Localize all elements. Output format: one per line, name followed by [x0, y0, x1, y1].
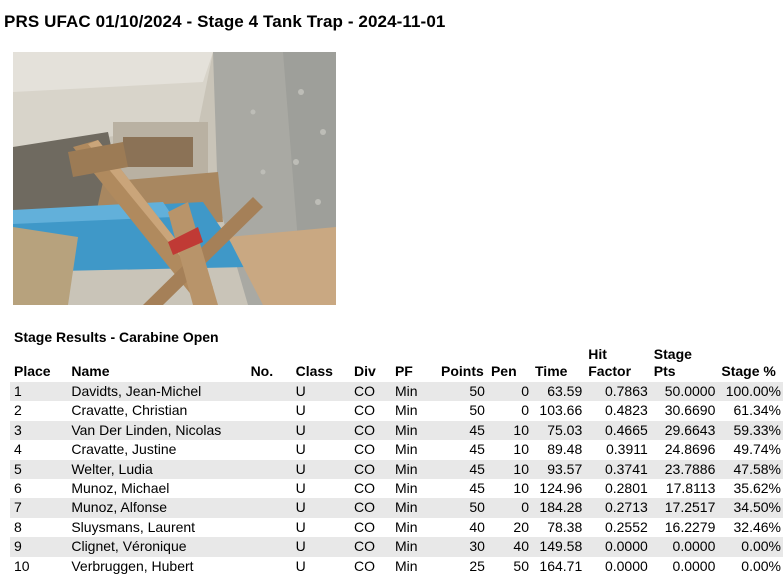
cell-pen: 10 — [487, 460, 531, 479]
cell-div: CO — [350, 537, 391, 556]
cell-div: CO — [353, 557, 375, 574]
cell-class: U — [295, 518, 306, 535]
col-class: Class — [295, 363, 333, 379]
cell-pen: 10 — [487, 421, 531, 440]
cell-place: 7 — [10, 498, 67, 517]
cell-spts: 16.2279 — [664, 518, 716, 535]
cell-class: U — [292, 421, 350, 440]
cell-points: 45 — [437, 460, 487, 479]
cell-pct: 35.62% — [733, 480, 781, 497]
cell-name: Van Der Linden, Nicolas — [67, 421, 246, 440]
cell-place: 2 — [14, 402, 22, 419]
cell-no — [247, 537, 292, 556]
col-hit-factor — [584, 346, 650, 382]
cell-name: Sluysmans, Laurent — [71, 518, 196, 535]
table-row — [10, 460, 783, 479]
cell-spts: 24.8696 — [664, 441, 716, 458]
cell-spts: 0.0000 — [672, 557, 716, 574]
cell-pct: 0.00% — [741, 557, 781, 574]
cell-pf: Min — [394, 480, 418, 497]
cell-time: 103.66 — [539, 402, 583, 419]
cell-place: 3 — [10, 421, 67, 440]
cell-pct: 59.33% — [717, 421, 783, 440]
page-title: PRS UFAC 01/10/2024 - Stage 4 Tank Trap - 2024-11-01 — [4, 12, 446, 31]
cell-time: 78.38 — [547, 518, 583, 535]
cell-class: U — [292, 460, 350, 479]
cell-div: CO — [353, 480, 375, 497]
cell-pf: Min — [394, 518, 418, 535]
cell-points: 50 — [437, 498, 487, 517]
cell-points: 30 — [437, 537, 487, 556]
cell-div: CO — [350, 421, 391, 440]
cell-place: 1 — [10, 382, 67, 401]
cell-pf: Min — [391, 382, 437, 401]
table-row — [10, 401, 783, 420]
cell-time: 184.28 — [531, 498, 584, 517]
cell-pf: Min — [391, 460, 437, 479]
cell-pf: Min — [391, 498, 437, 517]
cell-name: Verbruggen, Hubert — [71, 557, 194, 574]
cell-pct: 0.00% — [717, 537, 783, 556]
cell-no — [247, 460, 292, 479]
cell-points: 50 — [437, 382, 487, 401]
cell-spts: 50.0000 — [650, 382, 718, 401]
cell-points: 45 — [469, 441, 485, 458]
cell-place: 9 — [10, 537, 67, 556]
cell-no — [247, 440, 292, 459]
cell-div: CO — [350, 498, 391, 517]
col-stage-pct: Stage % — [721, 363, 776, 379]
table-row — [10, 518, 783, 537]
cell-name: Cravatte, Justine — [71, 441, 177, 458]
table-row — [10, 557, 783, 576]
table-row — [10, 382, 783, 401]
cell-pen: 0 — [487, 382, 531, 401]
cell-class: U — [295, 402, 306, 419]
cell-name: Davidts, Jean-Michel — [67, 382, 246, 401]
cell-pct: 61.34% — [733, 402, 781, 419]
cell-pct: 32.46% — [733, 518, 781, 535]
table-row — [10, 498, 783, 517]
results-table — [10, 346, 783, 576]
cell-no — [247, 479, 292, 498]
col-no: No. — [250, 363, 274, 379]
cell-pct: 47.58% — [717, 460, 783, 479]
cell-points: 25 — [469, 557, 485, 574]
col-name: Name — [71, 363, 110, 379]
cell-hf: 0.2713 — [584, 498, 650, 517]
cell-hf: 0.0000 — [604, 557, 648, 574]
table-row — [10, 479, 783, 498]
section-title: Stage Results - Carabine Open — [14, 329, 219, 345]
cell-div: CO — [353, 441, 375, 458]
cell-pen: 0 — [521, 402, 529, 419]
table-row — [10, 421, 783, 440]
cell-no — [247, 518, 292, 537]
cell-time: 149.58 — [531, 537, 584, 556]
cell-place: 4 — [14, 441, 22, 458]
cell-name: Munoz, Alfonse — [67, 498, 246, 517]
cell-pct: 100.00% — [717, 382, 783, 401]
cell-no — [247, 557, 292, 576]
stage-photo-image — [13, 52, 336, 305]
col-place: Place — [14, 363, 51, 379]
cell-name: Welter, Ludia — [67, 460, 246, 479]
cell-place: 10 — [14, 557, 30, 574]
cell-pct: 34.50% — [717, 498, 783, 517]
cell-class: U — [292, 498, 350, 517]
cell-hf: 0.0000 — [584, 537, 650, 556]
col-pf: PF — [394, 363, 413, 379]
col-points: Points — [441, 363, 484, 379]
cell-pen: 10 — [513, 480, 529, 497]
cell-pen: 0 — [487, 498, 531, 517]
cell-div: CO — [350, 460, 391, 479]
col-hit-factor-line2: Factor — [588, 363, 632, 379]
cell-spts: 29.6643 — [650, 421, 718, 440]
cell-time: 124.96 — [539, 480, 583, 497]
cell-name: Munoz, Michael — [71, 480, 170, 497]
cell-no — [247, 382, 292, 401]
cell-spts: 17.8113 — [665, 480, 716, 497]
cell-points: 45 — [437, 421, 487, 440]
cell-no — [247, 498, 292, 517]
cell-class: U — [295, 441, 306, 458]
table-header-row — [10, 346, 783, 382]
cell-spts: 23.7886 — [650, 460, 718, 479]
col-hit-factor-line1: Hit — [588, 346, 607, 362]
cell-class: U — [292, 382, 350, 401]
cell-class: U — [292, 537, 350, 556]
cell-pen: 40 — [487, 537, 531, 556]
cell-hf: 0.2552 — [604, 518, 648, 535]
cell-place: 6 — [14, 480, 22, 497]
cell-class: U — [295, 557, 306, 574]
cell-time: 63.59 — [531, 382, 584, 401]
cell-hf: 0.3741 — [584, 460, 650, 479]
cell-div: CO — [353, 518, 375, 535]
cell-spts: 0.0000 — [650, 537, 718, 556]
cell-class: U — [295, 480, 306, 497]
cell-spts: 17.2517 — [650, 498, 718, 517]
col-time: Time — [535, 363, 568, 379]
cell-hf: 0.3911 — [606, 441, 648, 458]
cell-pf: Min — [394, 402, 418, 419]
cell-place: 8 — [14, 518, 22, 535]
cell-time: 93.57 — [531, 460, 584, 479]
table-row — [10, 537, 783, 556]
cell-no — [247, 421, 292, 440]
cell-points: 50 — [469, 402, 485, 419]
cell-name: Clignet, Véronique — [67, 537, 246, 556]
cell-hf: 0.7863 — [584, 382, 650, 401]
cell-place: 5 — [10, 460, 67, 479]
cell-time: 75.03 — [531, 421, 584, 440]
cell-pct: 49.74% — [733, 441, 781, 458]
cell-time: 164.71 — [539, 557, 583, 574]
cell-div: CO — [353, 402, 375, 419]
cell-pf: Min — [391, 537, 437, 556]
col-stage-pts — [650, 346, 718, 382]
cell-div: CO — [350, 382, 391, 401]
cell-hf: 0.4823 — [604, 402, 648, 419]
cell-no — [247, 401, 292, 420]
cell-points: 40 — [469, 518, 485, 535]
table-row — [10, 440, 783, 459]
cell-time: 89.48 — [547, 441, 583, 458]
cell-pen: 10 — [513, 441, 529, 458]
cell-name: Cravatte, Christian — [71, 402, 188, 419]
cell-pen: 50 — [513, 557, 529, 574]
cell-points: 45 — [469, 480, 485, 497]
cell-pf: Min — [394, 441, 418, 458]
col-stage-pts-line1: Stage — [653, 346, 692, 362]
col-pen: Pen — [490, 363, 517, 379]
cell-spts: 30.6690 — [664, 402, 716, 419]
cell-pf: Min — [394, 557, 418, 574]
cell-pen: 20 — [513, 518, 529, 535]
cell-hf: 0.4665 — [584, 421, 650, 440]
col-stage-pts-line2: Pts — [653, 363, 676, 379]
col-div: Div — [353, 363, 376, 379]
cell-hf: 0.2801 — [604, 480, 648, 497]
cell-pf: Min — [391, 421, 437, 440]
